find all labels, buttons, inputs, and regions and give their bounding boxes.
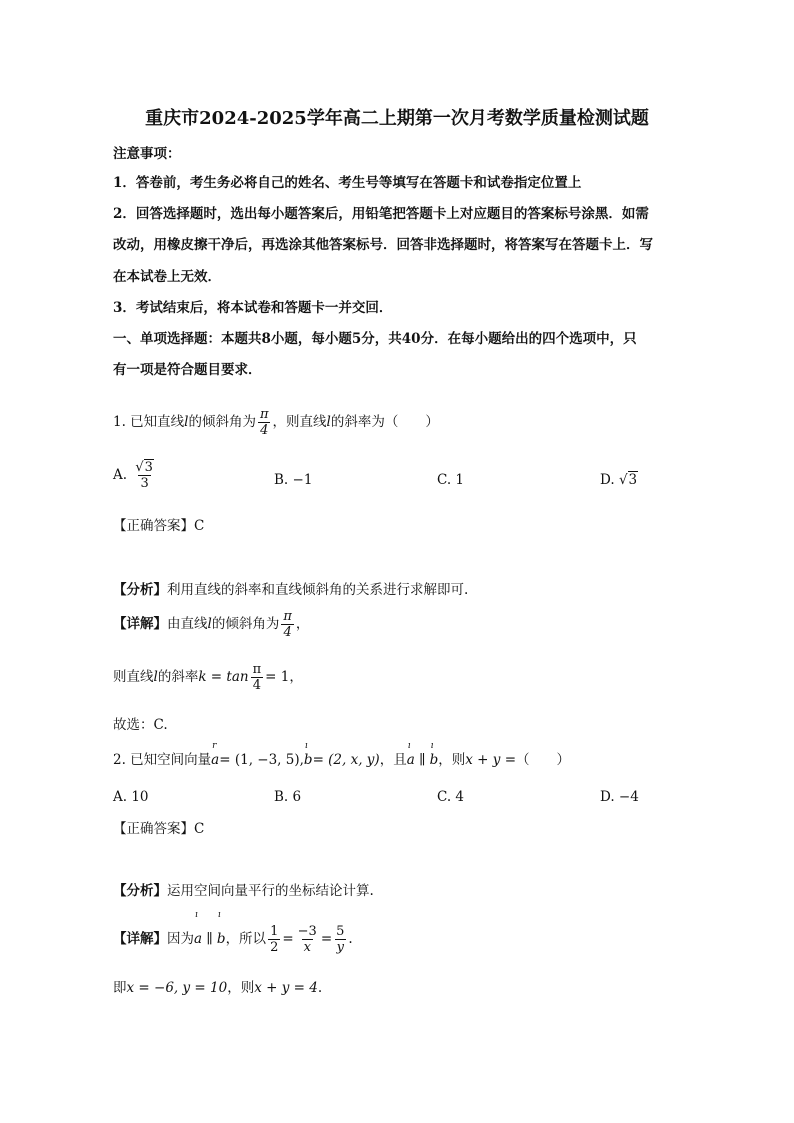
- q1-slope-line: [113, 660, 303, 694]
- parallel-symbol: ∥: [206, 931, 213, 947]
- result-text: .: [317, 980, 323, 996]
- result-text: ，则: [227, 980, 255, 996]
- q2-stem-text: （ ）: [516, 752, 571, 768]
- notice-item-2-line-3: 在本试卷上无效．: [113, 269, 221, 285]
- detail-tag: 【详解】: [113, 931, 167, 947]
- fraction-1-over-2: [268, 924, 280, 955]
- q2-stem-text: 2. 已知空间向量: [113, 752, 212, 768]
- fraction-numerator: −3: [297, 924, 317, 939]
- fraction-numerator: [133, 460, 156, 475]
- vector-b-value: = (2, x, y): [312, 752, 380, 768]
- vector-arrow-mark: ı: [217, 910, 221, 920]
- section-1-heading-line-1: 一、单项选择题：本题共8小题，每小题5分，共40分．在每小题给出的四个选项中，只: [113, 331, 637, 347]
- q1-analysis: [113, 581, 468, 599]
- question-1-stem: [113, 405, 439, 439]
- sqrt-symbol: √3: [135, 460, 153, 475]
- fraction-sqrt3-over-3: [133, 460, 156, 491]
- q1-detail: [113, 607, 309, 641]
- radicand: 3: [628, 472, 638, 488]
- detail-text: 由直线: [167, 616, 208, 632]
- q1-choose: 故选：C.: [113, 717, 168, 733]
- q2-option-c: C. 4: [437, 789, 465, 805]
- fraction-denominator: y: [336, 940, 344, 955]
- var-l: l: [153, 669, 158, 685]
- analysis-tag: 【分析】: [113, 883, 167, 899]
- detail-text: ，: [295, 616, 310, 632]
- fraction-numerator: 5: [336, 924, 345, 939]
- result-expression: x = −6, y = 10: [126, 980, 228, 996]
- fraction-numerator: 1: [270, 924, 279, 939]
- fraction-denominator: x: [303, 940, 311, 955]
- fraction-denominator: 4: [260, 423, 269, 438]
- q2-answer: 【正确答案】C: [113, 821, 205, 837]
- fraction-pi-over-4: [251, 662, 264, 693]
- result-text: 即: [113, 980, 127, 996]
- fraction-pi-over-4: [258, 407, 271, 438]
- vector-arrow-mark: ı: [407, 741, 411, 751]
- detail-text: 的斜率: [157, 669, 199, 685]
- detail-text: 的倾斜角为: [211, 616, 280, 632]
- q2-stem-text: ，则: [438, 752, 466, 768]
- vector-letter: b: [429, 752, 439, 768]
- equals-sign: =: [320, 931, 333, 947]
- option-label: D.: [600, 472, 615, 488]
- vector-b: [303, 741, 313, 769]
- analysis-text: 运用空间向量平行的坐标结论计算.: [167, 883, 374, 899]
- q1-answer: 【正确答案】C: [113, 518, 205, 534]
- vector-a: [406, 741, 415, 769]
- q1-stem-text: 1. 已知直线: [113, 414, 185, 430]
- notice-item-3: 3．考试结束后，将本试卷和答题卡一并交回．: [113, 300, 393, 316]
- notice-item-1: 1．答卷前，考生务必将自己的姓名、考生号等填写在答题卡和试卷指定位置上: [113, 175, 582, 191]
- option-label: A.: [113, 467, 128, 483]
- q1-stem-text: 的斜率为（ ）: [330, 414, 439, 430]
- analysis-text: 利用直线的斜率和直线倾斜角的关系进行求解即可.: [167, 582, 469, 598]
- sqrt-symbol: √3: [618, 472, 638, 488]
- detail-text: 因为: [167, 931, 194, 947]
- q1-option-d: [600, 471, 638, 489]
- radicand: 3: [144, 460, 153, 475]
- q1-option-c: C. 1: [437, 472, 465, 488]
- q2-option-a: A. 10: [113, 789, 149, 805]
- q2-analysis: [113, 882, 374, 900]
- vector-b: [216, 910, 226, 958]
- equals-sign: =: [282, 931, 294, 947]
- q1-stem-text: ，则直线: [272, 414, 327, 430]
- var-l: l: [184, 414, 189, 430]
- vector-letter: a: [194, 931, 203, 947]
- var-l: l: [207, 616, 212, 632]
- fraction-numerator: π: [260, 407, 269, 422]
- section-1-heading-line-2: 有一项是符合题目要求．: [113, 362, 262, 378]
- notice-item-2-line-1: 2．回答选择题时，选出每小题答案后，用铅笔把答题卡上对应题目的答案标号涂黑．如需: [113, 206, 649, 222]
- q1-option-a: [113, 460, 158, 491]
- sum-expression: x + y =: [465, 752, 517, 768]
- slope-expression: k = tan: [198, 669, 249, 685]
- vector-a: [194, 910, 203, 958]
- detail-text: ，: [289, 669, 303, 685]
- q2-stem-text: ，且: [379, 752, 407, 768]
- vector-letter: b: [303, 752, 313, 768]
- detail-text: .: [348, 931, 353, 947]
- fraction-numerator: π: [252, 662, 262, 677]
- vector-letter: a: [406, 752, 415, 768]
- fraction-pi-over-4: [281, 609, 294, 640]
- fraction-denominator: 3: [140, 476, 149, 491]
- q2-detail: [113, 910, 353, 958]
- detail-tag: 【详解】: [113, 616, 167, 632]
- page-title: 重庆市2024-2025学年高二上期第一次月考数学质量检测试题: [145, 108, 649, 129]
- vector-letter: a: [211, 752, 220, 768]
- equals-one: = 1: [265, 669, 290, 685]
- q2-result: [113, 979, 322, 997]
- notice-heading: 注意事项：: [113, 146, 181, 162]
- q2-option-d: D. −4: [600, 789, 639, 805]
- q2-option-b: B. 6: [274, 789, 302, 805]
- vector-arrow-mark: ı: [304, 741, 308, 751]
- analysis-tag: 【分析】: [113, 582, 167, 598]
- parallel-symbol: ∥: [419, 752, 426, 768]
- detail-text: 则直线: [113, 669, 154, 685]
- fraction-denominator: 2: [270, 940, 279, 955]
- fraction-denominator: 4: [283, 625, 292, 640]
- fraction-numerator: π: [283, 609, 292, 624]
- vector-a: [211, 741, 220, 769]
- fraction-5-over-y: [334, 924, 346, 955]
- vector-arrow-mark: ı: [195, 910, 198, 920]
- question-2-stem: [113, 741, 571, 769]
- vector-arrow-mark: ı: [430, 741, 434, 751]
- vector-letter: b: [216, 931, 226, 947]
- q1-option-b: B. −1: [274, 472, 313, 488]
- q1-stem-text: 的倾斜角为: [188, 414, 256, 430]
- detail-text: ，所以: [225, 931, 267, 947]
- result-sum: x + y = 4: [254, 980, 318, 996]
- notice-item-2-line-2: 改动，用橡皮擦干净后，再选涂其他答案标号．回答非选择题时，将答案写在答题卡上．写: [113, 237, 653, 253]
- vector-b: [429, 741, 439, 769]
- fraction-neg3-over-x: [296, 924, 319, 955]
- vector-arrow-mark: r: [212, 741, 217, 751]
- vector-a-value: = (1, −3, 5),: [219, 752, 304, 768]
- var-l: l: [326, 414, 331, 430]
- fraction-denominator: 4: [252, 678, 261, 693]
